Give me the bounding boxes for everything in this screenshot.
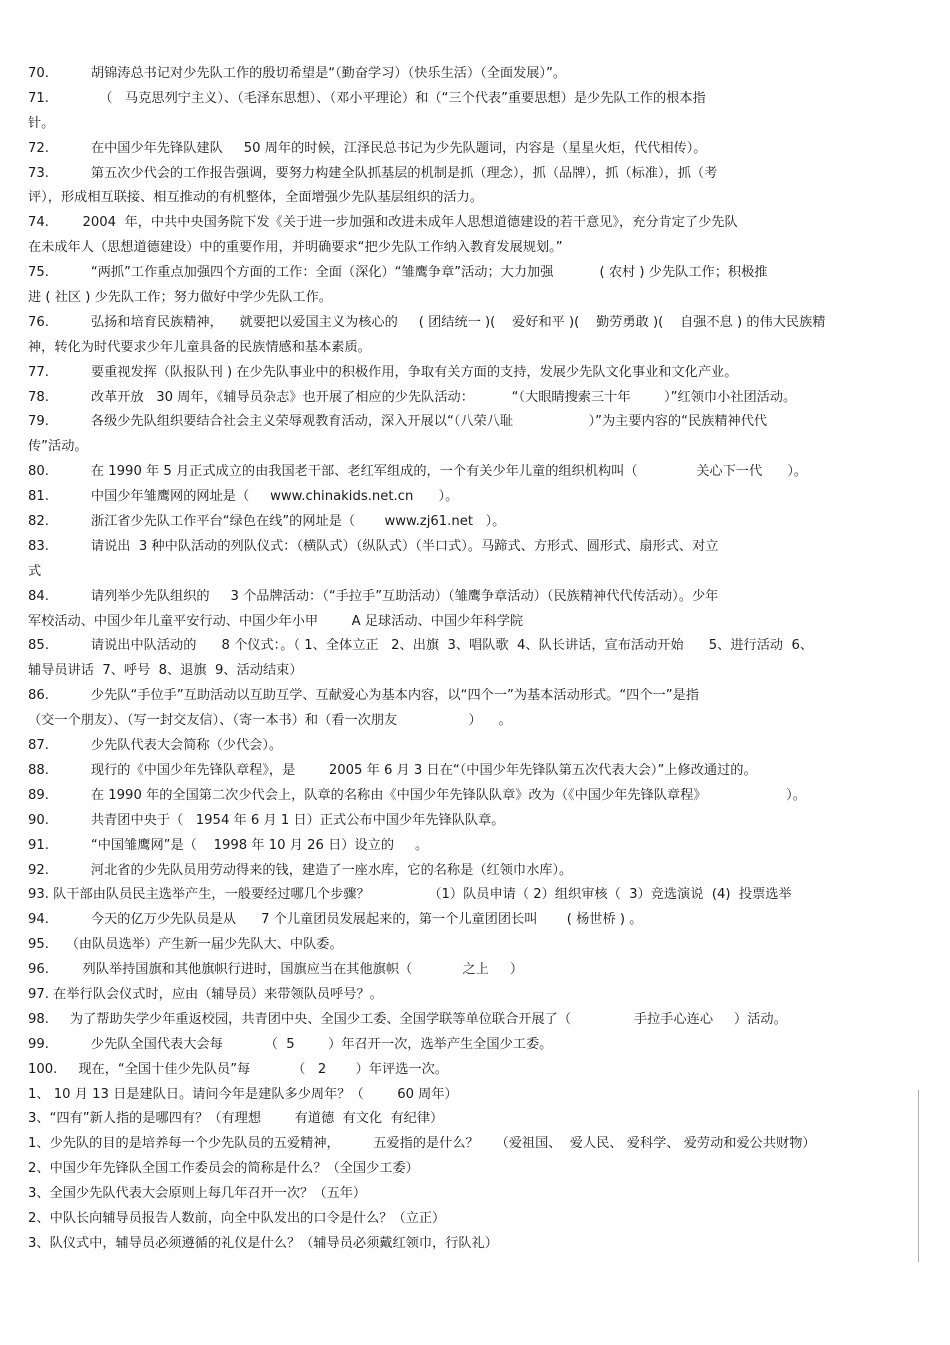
text-line: 85. 请说出中队活动的 8 个仪式：。（ 1、全体立正 2、出旗 3、唱队歌 4、队长讲话，宣布活动开始 5、进行活动 6、 <box>28 638 814 654</box>
text-line: 军校活动、中国少年儿童平安行动、中国少年小甲 A 足球活动、中国少年科学院 <box>28 613 524 629</box>
text-line: 72. 在中国少年先锋队建队 50 周年的时候，江泽民总书记为少先队题词，内容是（星星火炬，代代相传）。 <box>28 140 707 156</box>
text-line: 73. 第五次少代会的工作报告强调，要努力构建全队抓基层的机制是抓（理念），抓（品牌），抓（标准），抓（考 <box>28 165 718 181</box>
text-line: 辅导员讲话 7、呼号 8、退旗 9、活动结束） <box>28 663 303 679</box>
text-line: 86. 少先队“手位手”互助活动以互助互学、互献爱心为基本内容，以“四个一”为基本活动形式。“四个一”是指 <box>28 688 699 704</box>
text-line: 1、 10 月 13 日是建队日。请问今年是建队多少周年？（ 60 周年） <box>28 1086 458 1102</box>
text-line: 95. （由队员选举）产生新一届少先队大、中队委。 <box>28 937 343 953</box>
text-line: 神，转化为时代要求少年儿童具备的民族情感和基本素质。 <box>28 339 371 355</box>
text-line: 81. 中国少年雏鹰网的网址是（ www.chinakids.net.cn ）。 <box>28 489 459 505</box>
text-line: 91. “中国雏鹰网”是（ 1998 年 10 月 26 日）设立的 。 <box>28 837 429 853</box>
text-line: 90. 共青团中央于（ 1954 年 6 月 1 日）正式公布中国少年先锋队队章。 <box>28 812 505 828</box>
document-body <box>28 62 928 1257</box>
text-line: 3、全国少先队代表大会原则上每几年召开一次？（五年） <box>28 1186 367 1202</box>
text-line: 74. 2004 年，中共中央国务院下发《关于进一步加强和改进未成年人思想道德建设的若干意见》，充分肯定了少先队 <box>28 215 738 231</box>
text-line: 93. 队干部由队员民主选举产生，一般要经过哪几个步骤？ （1）队员申请（ 2）组织审核（ 3）竞选演说 (4) 投票选举 <box>28 887 792 903</box>
text-line: 78. 改革开放 30 周年，《辅导员杂志》也开展了相应的少先队活动： “（大眼睛搜索三十年 ）”红领巾小社团活动。 <box>28 389 797 405</box>
text-line: 71. （ 马克思列宁主义）、（毛泽东思想）、（邓小平理论）和（“三个代表”重要思想）是少先队工作的根本指 <box>28 90 706 106</box>
page-edge-rule <box>918 1090 919 1262</box>
text-line: 3、队仪式中，辅导员必须遵循的礼仪是什么？（辅导员必须戴红领巾，行队礼） <box>28 1235 498 1251</box>
text-line: 82. 浙江省少先队工作平台“绿色在线”的网址是（ www.zj61.net ）。 <box>28 514 506 530</box>
text-line: 99. 少先队全国代表大会每 （ 5 ）年召开一次，选举产生全国少工委。 <box>28 1036 553 1052</box>
text-line: 97. 在举行队会仪式时，应由（辅导员）来带领队员呼号？。 <box>28 986 383 1002</box>
text-line: 评），形成相互联接、相互推动的有机整体，全面增强少先队基层组织的活力。 <box>28 190 483 206</box>
text-line: 79. 各级少先队组织要结合社会主义荣辱观教育活动，深入开展以“（八荣八耻 ）”为主要内容的“民族精神代代 <box>28 414 768 430</box>
text-line: 80. 在 1990 年 5 月正式成立的由我国老干部、老红军组成的，一个有关少年儿童的组织机构叫（ 关心下一代 ）。 <box>28 464 808 480</box>
text-line: 77. 要重视发挥（队报队刊 ) 在少先队事业中的积极作用，争取有关方面的支持，发展少先队文化事业和文化产业。 <box>28 364 738 380</box>
text-line: 针。 <box>28 115 55 131</box>
text-line: 96. 列队举持国旗和其他旗帜行进时，国旗应当在其他旗帜（ 之上 ） <box>28 962 524 978</box>
text-line: 75. “两抓”工作重点加强四个方面的工作：全面（深化）“雏鹰争章”活动；大力加强 ( 农村 ) 少先队工作；积极推 <box>28 265 768 281</box>
text-line: 2、中国少年先锋队全国工作委员会的简称是什么？（全国少工委） <box>28 1161 419 1177</box>
text-line: 88. 现行的《中国少年先锋队章程》，是 2005 年 6 月 3 日在“（中国少年先锋队第五次代表大会）”上修改通过的。 <box>28 762 757 778</box>
text-line: 进 ( 社区 ) 少先队工作；努力做好中学少先队工作。 <box>28 290 332 306</box>
text-line: 传”活动。 <box>28 439 88 455</box>
text-line: 84. 请列举少先队组织的 3 个品牌活动：（“手拉手”互助活动）（雏鹰争章活动）（民族精神代代传活动）。少年 <box>28 588 719 604</box>
text-line: 式 <box>28 563 42 579</box>
text-line: 在未成年人（思想道德建设）中的重要作用，并明确要求“把少先队工作纳入教育发展规划。” <box>28 240 563 256</box>
text-line: 2、中队长向辅导员报告人数前，向全中队发出的口令是什么？（立正） <box>28 1210 446 1226</box>
text-line: 87. 少先队代表大会简称（少代会）。 <box>28 738 283 754</box>
text-line: 3、“四有”新人指的是哪四有？（有理想 有道德 有文化 有纪律） <box>28 1111 444 1127</box>
text-line: 92. 河北省的少先队员用劳动得来的钱，建造了一座水库，它的名称是（红领巾水库）。 <box>28 862 573 878</box>
text-line: （交一个朋友）、（写一封交友信）、（寄一本书）和（看一次朋友 ） 。 <box>28 713 512 729</box>
text-line: 76. 弘扬和培育民族精神， 就要把以爱国主义为核心的 ( 团结统一 )( 爱好和平 )( 勤劳勇敢 )( 自强不息 ) 的伟大民族精 <box>28 314 826 330</box>
text-line: 70. 胡锦涛总书记对少先队工作的殷切希望是“（勤奋学习）（快乐生活）（全面发展）”。 <box>28 66 567 81</box>
text-line: 98. 为了帮助失学少年重返校园，共青团中央、全国少工委、全国学联等单位联合开展了（ 手拉手心连心 ）活动。 <box>28 1011 787 1027</box>
text-line: 94. 今天的亿万少先队员是从 7 个儿童团员发展起来的，第一个儿童团团长叫 ( 杨世桥 ) 。 <box>28 912 643 928</box>
text-line: 89. 在 1990 年的全国第二次少代会上，队章的名称由《中国少年先锋队队章》改为（《中国少年先锋队章程》 ）。 <box>28 787 806 803</box>
text-line: 100. 现在，“全国十佳少先队员”每 （ 2 ）年评选一次。 <box>28 1061 448 1077</box>
text-line: 83. 请说出 3 种中队活动的列队仪式：（横队式）（纵队式）（半口式）。马蹄式、方形式、圆形式、扇形式、对立 <box>28 538 719 554</box>
text-line: 1、少先队的目的是培养每一个少先队员的五爱精神， 五爱指的是什么？ （爱祖国、 爱人民、 爱科学、 爱劳动和爱公共财物） <box>28 1136 816 1152</box>
